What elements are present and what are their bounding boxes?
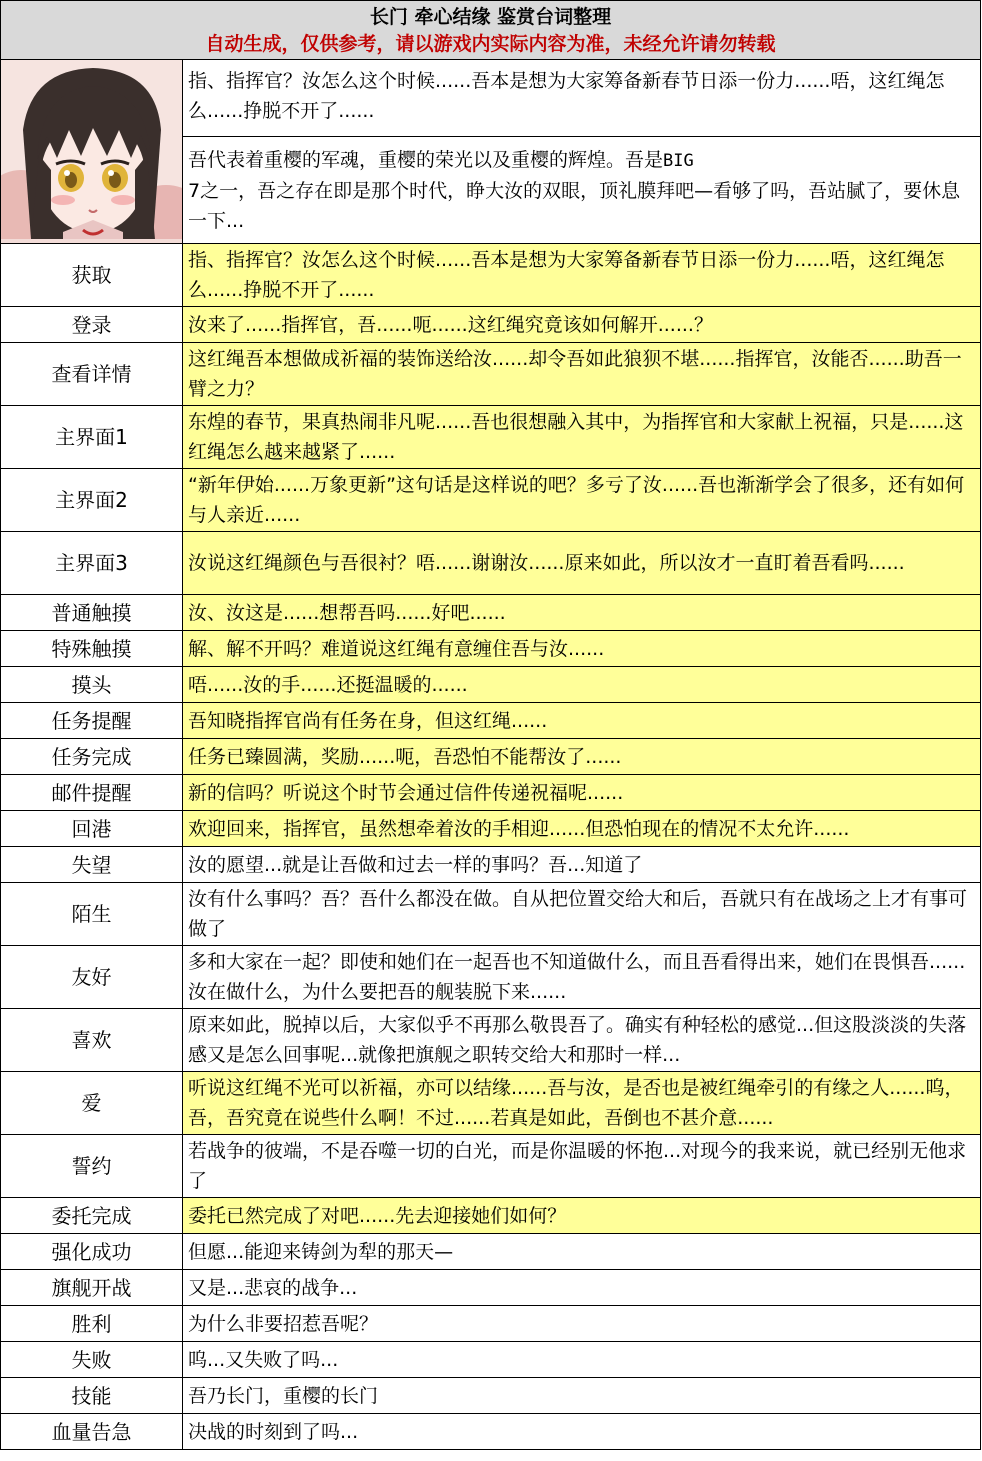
table-row (1, 1072, 981, 1135)
voice-line-text: 多和大家在一起？即使和她们在一起吾也不知道做什么，而且吾看得出来，她们在畏惧吾......汝在做什么，为什么要把吾的舰装脱下来...... (183, 946, 981, 1009)
table-row (1, 1198, 981, 1234)
voice-label: 获取 (1, 244, 183, 307)
table-row (1, 1306, 981, 1342)
voice-label: 陌生 (1, 883, 183, 946)
voice-line-text: 东煌的春节，果真热闹非凡呢......吾也很想融入其中，为指挥官和大家献上祝福，只是......这红绳怎么越来越紧了...... (183, 406, 981, 469)
voice-label: 爱 (1, 1072, 183, 1135)
table-row (1, 667, 981, 703)
intro-line-2-big: BIG (663, 151, 694, 172)
voice-line-text: 任务已臻圆满，奖励......呃，吾恐怕不能帮汝了...... (183, 739, 981, 775)
voice-line-text: 又是...悲哀的战争... (183, 1270, 981, 1306)
voice-label: 技能 (1, 1378, 183, 1414)
voice-line-text: 为什么非要招惹吾呢？ (183, 1306, 981, 1342)
intro-line-2-prefix: 吾代表着重樱的军魂，重樱的荣光以及重樱的辉煌。吾是 (188, 149, 664, 172)
header-cell (1, 1, 981, 60)
voice-label: 特殊触摸 (1, 631, 183, 667)
voice-line-text: 若战争的彼端，不是吞噬一切的白光，而是你温暖的怀抱...对现今的我来说，就已经别无他求了 (183, 1135, 981, 1198)
table-row (1, 1135, 981, 1198)
table-row (1, 775, 981, 811)
table-row (1, 631, 981, 667)
voice-label: 邮件提醒 (1, 775, 183, 811)
voice-line-text: 汝、汝这是......想帮吾吗......好吧...... (183, 595, 981, 631)
voice-line-text: “新年伊始......万象更新”这句话是这样说的吧？多亏了汝......吾也渐渐学会了很多，还有如何与人亲近...... (183, 469, 981, 532)
voice-line-text: 这红绳吾本想做成祈福的装饰送给汝......却令吾如此狼狈不堪......指挥官，汝能否......助吾一臂之力？ (183, 343, 981, 406)
intro-line-1: 指、指挥官？汝怎么这个时候......吾本是想为大家筹备新春节日添一份力......唔，这红绳怎么......挣脱不开了...... (188, 70, 945, 122)
table-row (1, 739, 981, 775)
table-row (1, 307, 981, 343)
table-row (1, 883, 981, 946)
table-row (1, 343, 981, 406)
voice-line-text: 呜...又失败了吗... (183, 1342, 981, 1378)
table-row (1, 595, 981, 631)
voice-label: 失败 (1, 1342, 183, 1378)
voice-label: 主界面3 (1, 532, 183, 595)
voice-line-text: 新的信吗？听说这个时节会通过信件传递祝福呢...... (183, 775, 981, 811)
voice-line-text: 解、解不开吗？难道说这红绳有意缠住吾与汝...... (183, 631, 981, 667)
table-row (1, 469, 981, 532)
table-row (1, 1342, 981, 1378)
table-row (1, 1009, 981, 1072)
voice-line-text: 欢迎回来，指挥官，虽然想牵着汝的手相迎......但恐怕现在的情况不太允许...... (183, 811, 981, 847)
voice-label: 血量告急 (1, 1414, 183, 1450)
voice-label: 誓约 (1, 1135, 183, 1198)
intro-text-1 (183, 60, 981, 137)
table-row (1, 703, 981, 739)
voice-label: 任务提醒 (1, 703, 183, 739)
voice-line-text: 原来如此，脱掉以后，大家似乎不再那么敬畏吾了。确实有种轻松的感觉...但这股淡淡的失落感又是怎么回事呢...就像把旗舰之职转交给大和那时一样... (183, 1009, 981, 1072)
voice-line-text: 汝来了......指挥官，吾......呃......这红绳究竟该如何解开......？ (183, 307, 981, 343)
voice-line-text: 决战的时刻到了吗... (183, 1414, 981, 1450)
table-row (1, 847, 981, 883)
voice-label: 旗舰开战 (1, 1270, 183, 1306)
voice-line-text: 吾乃长门，重樱的长门 (183, 1378, 981, 1414)
voice-line-text: 听说这红绳不光可以祈福，亦可以结缘......吾与汝，是否也是被红绳牵引的有缘之人......呜，吾，吾究竟在说些什么啊！不过......若真是如此，吾倒也不甚介意...... (183, 1072, 981, 1135)
voice-label: 摸头 (1, 667, 183, 703)
voice-label: 任务完成 (1, 739, 183, 775)
voice-line-text: 吾知晓指挥官尚有任务在身，但这红绳...... (183, 703, 981, 739)
voice-line-text: 汝的愿望...就是让吾做和过去一样的事吗？吾...知道了 (183, 847, 981, 883)
voice-line-text: 唔......汝的手......还挺温暖的...... (183, 667, 981, 703)
intro-row-1 (1, 60, 981, 137)
voice-label: 强化成功 (1, 1234, 183, 1270)
voice-label: 主界面1 (1, 406, 183, 469)
voice-label: 胜利 (1, 1306, 183, 1342)
header-row (1, 1, 981, 60)
intro-text-2 (183, 137, 981, 244)
portrait-illustration (1, 60, 182, 239)
voice-label: 普通触摸 (1, 595, 183, 631)
voice-line-text: 汝说这红绳颜色与吾很衬？唔......谢谢汝......原来如此，所以汝才一直盯着吾看吗...... (183, 532, 981, 595)
character-portrait (1, 60, 183, 244)
table-row (1, 1270, 981, 1306)
voice-label: 委托完成 (1, 1198, 183, 1234)
voice-line-text: 但愿...能迎来铸剑为犁的那天— (183, 1234, 981, 1270)
table-row (1, 532, 981, 595)
table-row (1, 811, 981, 847)
table-row (1, 1414, 981, 1450)
voice-label: 回港 (1, 811, 183, 847)
voice-label: 失望 (1, 847, 183, 883)
voice-line-text: 汝有什么事吗？吾？吾什么都没在做。自从把位置交给大和后，吾就只有在战场之上才有事可做了 (183, 883, 981, 946)
intro-line-2-rest: 7之一，吾之存在即是那个时代，睁大汝的双眼，顶礼膜拜吧—看够了吗，吾站腻了，要休息一下... (188, 180, 961, 233)
voice-label: 查看详情 (1, 343, 183, 406)
voice-label: 喜欢 (1, 1009, 183, 1072)
voice-label: 友好 (1, 946, 183, 1009)
voice-line-text: 指、指挥官？汝怎么这个时候......吾本是想为大家筹备新春节日添一份力......唔，这红绳怎么......挣脱不开了...... (183, 244, 981, 307)
table-row (1, 244, 981, 307)
table-row (1, 1378, 981, 1414)
voice-label: 登录 (1, 307, 183, 343)
table-row (1, 946, 981, 1009)
table-row (1, 406, 981, 469)
page-title: 长门 牵心结缘 鉴赏台词整理 (369, 6, 612, 28)
table-row (1, 1234, 981, 1270)
voice-line-text: 委托已然完成了对吧......先去迎接她们如何？ (183, 1198, 981, 1234)
disclaimer-subtitle: 自动生成，仅供参考，请以游戏内实际内容为准，未经允许请勿转载 (205, 33, 776, 55)
voice-label: 主界面2 (1, 469, 183, 532)
